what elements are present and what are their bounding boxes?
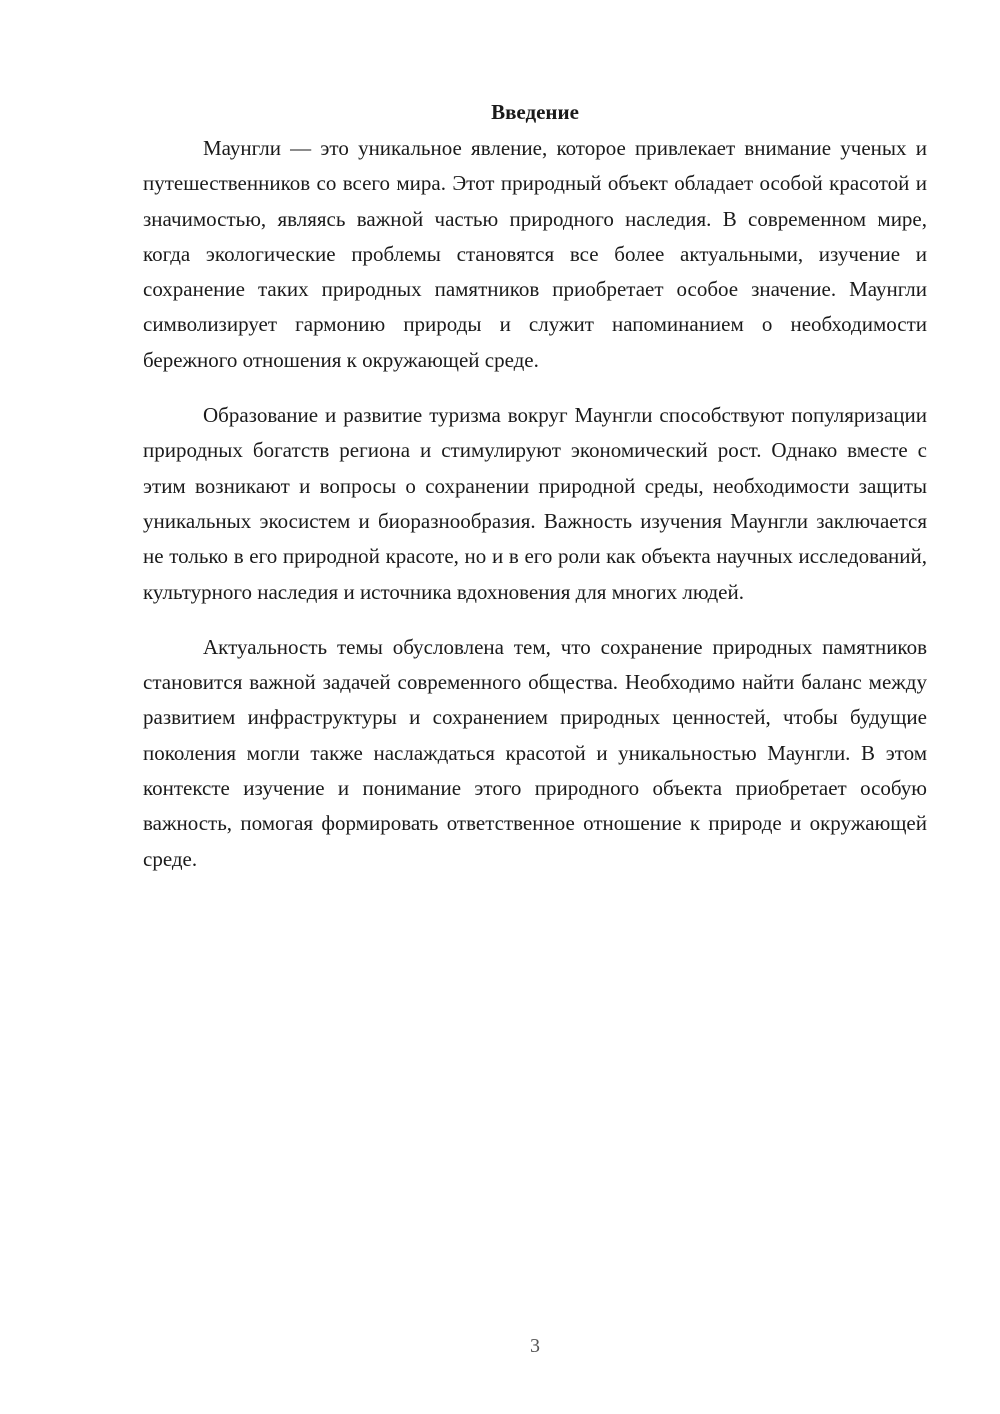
- paragraph-3: Актуальность темы обусловлена тем, что сохранение природных памятников становится важной задачей современного общества. Необходимо найти баланс между развитием инфраструктуры и сохранением природных ценностей, чтобы будущие поколения могли также наслаждаться красотой и уникальностью Маунгли. В этом контексте изучение и понимание этого природного объекта приобретает особую важность, помогая формировать ответственное отношение к природе и окружающей среде.: [143, 634, 927, 871]
- section-heading: Введение: [491, 100, 579, 124]
- page-content: [143, 97, 927, 897]
- paragraph-1: Маунгли — это уникальное явление, которое привлекает внимание ученых и путешественников со всего мира. Этот природный объект обладает особой красотой и значимостью, являясь важной частью природного наследия. В современном мире, когда экологические проблемы становятся все более актуальными, изучение и сохранение таких природных памятников приобретает особое значение. Маунгли символизирует гармонию природы и служит напоминанием о необходимости бережного отношения к окружающей среде.: [143, 136, 927, 372]
- page-number: 3: [530, 1335, 540, 1357]
- paragraph-2: Образование и развитие туризма вокруг Маунгли способствуют популяризации природных богатств региона и стимулируют экономический рост. Однако вместе с этим возникают и вопросы о сохранении природной среды, необходимости защиты уникальных экосистем и биоразнообразия. Важность изучения Маунгли заключается не только в его природной красоте, но и в его роли как объекта научных исследований, культурного наследия и источника вдохновения для многих людей.: [143, 403, 927, 604]
